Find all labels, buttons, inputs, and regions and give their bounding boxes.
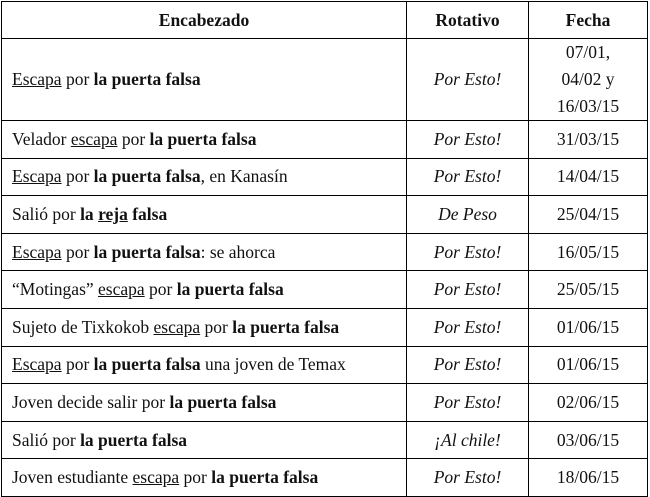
outlet-cell: Por Esto! <box>407 233 529 271</box>
headline-segment: la puerta falsa <box>232 316 340 337</box>
headline-segment: la puerta falsa <box>211 467 319 488</box>
outlet-cell: Por Esto! <box>407 39 529 121</box>
date-line: 16/03/15 <box>556 96 620 116</box>
date-cell <box>529 39 648 121</box>
headlines-table <box>1 1 648 497</box>
headline-segment: por <box>61 354 94 375</box>
date-line: 02/06/15 <box>556 391 620 412</box>
headline-segment: falsa <box>127 203 168 224</box>
headline-cell <box>2 384 407 422</box>
headline-segment: , en Kanasín <box>200 166 288 187</box>
outlet-cell: Por Esto! <box>407 308 529 346</box>
headline-segment: la puerta falsa <box>93 166 201 187</box>
headline-segment: Joven decide salir por <box>12 391 170 412</box>
table-row <box>2 421 648 459</box>
headline-segment: por <box>61 241 94 262</box>
date-cell <box>529 346 648 384</box>
outlet-cell: ¡Al chile! <box>407 421 529 459</box>
headline-cell <box>2 233 407 271</box>
header-outlet: Rotativo <box>407 2 529 39</box>
headline-segment: escapa <box>70 128 118 149</box>
outlet-cell: Por Esto! <box>407 346 529 384</box>
date-cell <box>529 459 648 497</box>
headline-cell <box>2 121 407 159</box>
outlet-cell: Por Esto! <box>407 158 529 196</box>
headline-segment: una joven de Temax <box>200 354 346 375</box>
header-date: Fecha <box>529 2 648 39</box>
outlet-cell: Por Esto! <box>407 459 529 497</box>
headline-segment: Salió por <box>12 429 81 450</box>
date-cell <box>529 421 648 459</box>
headline-segment: : se ahorca <box>200 241 276 262</box>
date-cell <box>529 196 648 234</box>
date-line: 07/01, <box>565 42 611 62</box>
date-line: 25/04/15 <box>556 203 620 224</box>
headline-segment: Escapa <box>12 241 62 262</box>
headline-segment: Escapa <box>12 69 62 89</box>
table-row <box>2 384 648 422</box>
headline-segment: la puerta falsa <box>93 241 201 262</box>
date-line: 03/06/15 <box>556 429 620 450</box>
headline-segment: Velador <box>12 128 71 149</box>
table-row <box>2 158 648 196</box>
headline-segment: la puerta falsa <box>80 429 188 450</box>
headline-segment: “Motingas” <box>12 279 99 300</box>
headline-segment: escapa <box>132 467 180 488</box>
date-cell <box>529 271 648 309</box>
table-row <box>2 308 648 346</box>
date-line: 01/06/15 <box>556 354 620 375</box>
headline-segment: por <box>144 279 177 300</box>
headline-segment: la puerta falsa <box>176 279 284 300</box>
headline-cell <box>2 196 407 234</box>
outlet-cell: Por Esto! <box>407 121 529 159</box>
headline-segment: por <box>61 166 94 187</box>
headline-segment: reja <box>98 203 128 224</box>
headline-segment: por <box>179 467 212 488</box>
headline-segment: escapa <box>153 316 201 337</box>
headline-segment: la puerta falsa <box>169 391 277 412</box>
header-row <box>2 2 648 39</box>
headline-segment: por <box>61 69 94 89</box>
table-row <box>2 459 648 497</box>
table-row <box>2 233 648 271</box>
date-line: 31/03/15 <box>556 128 620 149</box>
date-cell <box>529 384 648 422</box>
table-row <box>2 271 648 309</box>
headline-segment: Escapa <box>12 166 62 187</box>
date-line: 01/06/15 <box>556 316 620 337</box>
table-header <box>2 2 648 39</box>
date-cell <box>529 308 648 346</box>
headline-cell <box>2 346 407 384</box>
headline-cell <box>2 308 407 346</box>
headline-segment: la <box>80 203 99 224</box>
table-body <box>2 39 648 497</box>
headline-segment: escapa <box>98 279 145 300</box>
headline-segment: Sujeto de Tixkokob <box>12 316 154 337</box>
date-cell <box>529 233 648 271</box>
outlet-cell: Por Esto! <box>407 384 529 422</box>
headline-segment: la puerta falsa <box>93 354 201 375</box>
headline-cell <box>2 271 407 309</box>
date-line: 25/05/15 <box>556 279 620 300</box>
table-row <box>2 121 648 159</box>
headline-segment: la puerta falsa <box>93 69 201 89</box>
headline-segment: Salió por <box>12 203 81 224</box>
headline-cell <box>2 39 407 121</box>
headline-cell <box>2 158 407 196</box>
headline-cell <box>2 459 407 497</box>
headline-segment: Joven estudiante <box>12 467 133 488</box>
table-row <box>2 196 648 234</box>
date-line: 04/02 y <box>561 69 615 89</box>
date-cell <box>529 158 648 196</box>
headline-segment: por <box>200 316 233 337</box>
headline-segment: Escapa <box>12 354 62 375</box>
date-line: 18/06/15 <box>556 467 620 488</box>
outlet-cell: De Peso <box>407 196 529 234</box>
headline-cell <box>2 421 407 459</box>
table-row <box>2 39 648 121</box>
outlet-cell: Por Esto! <box>407 271 529 309</box>
table-row <box>2 346 648 384</box>
headline-segment: la puerta falsa <box>149 128 257 149</box>
date-cell <box>529 121 648 159</box>
headline-segment: por <box>117 128 150 149</box>
date-line: 14/04/15 <box>556 166 620 187</box>
header-headline: Encabezado <box>2 2 407 39</box>
date-line: 16/05/15 <box>556 241 620 262</box>
